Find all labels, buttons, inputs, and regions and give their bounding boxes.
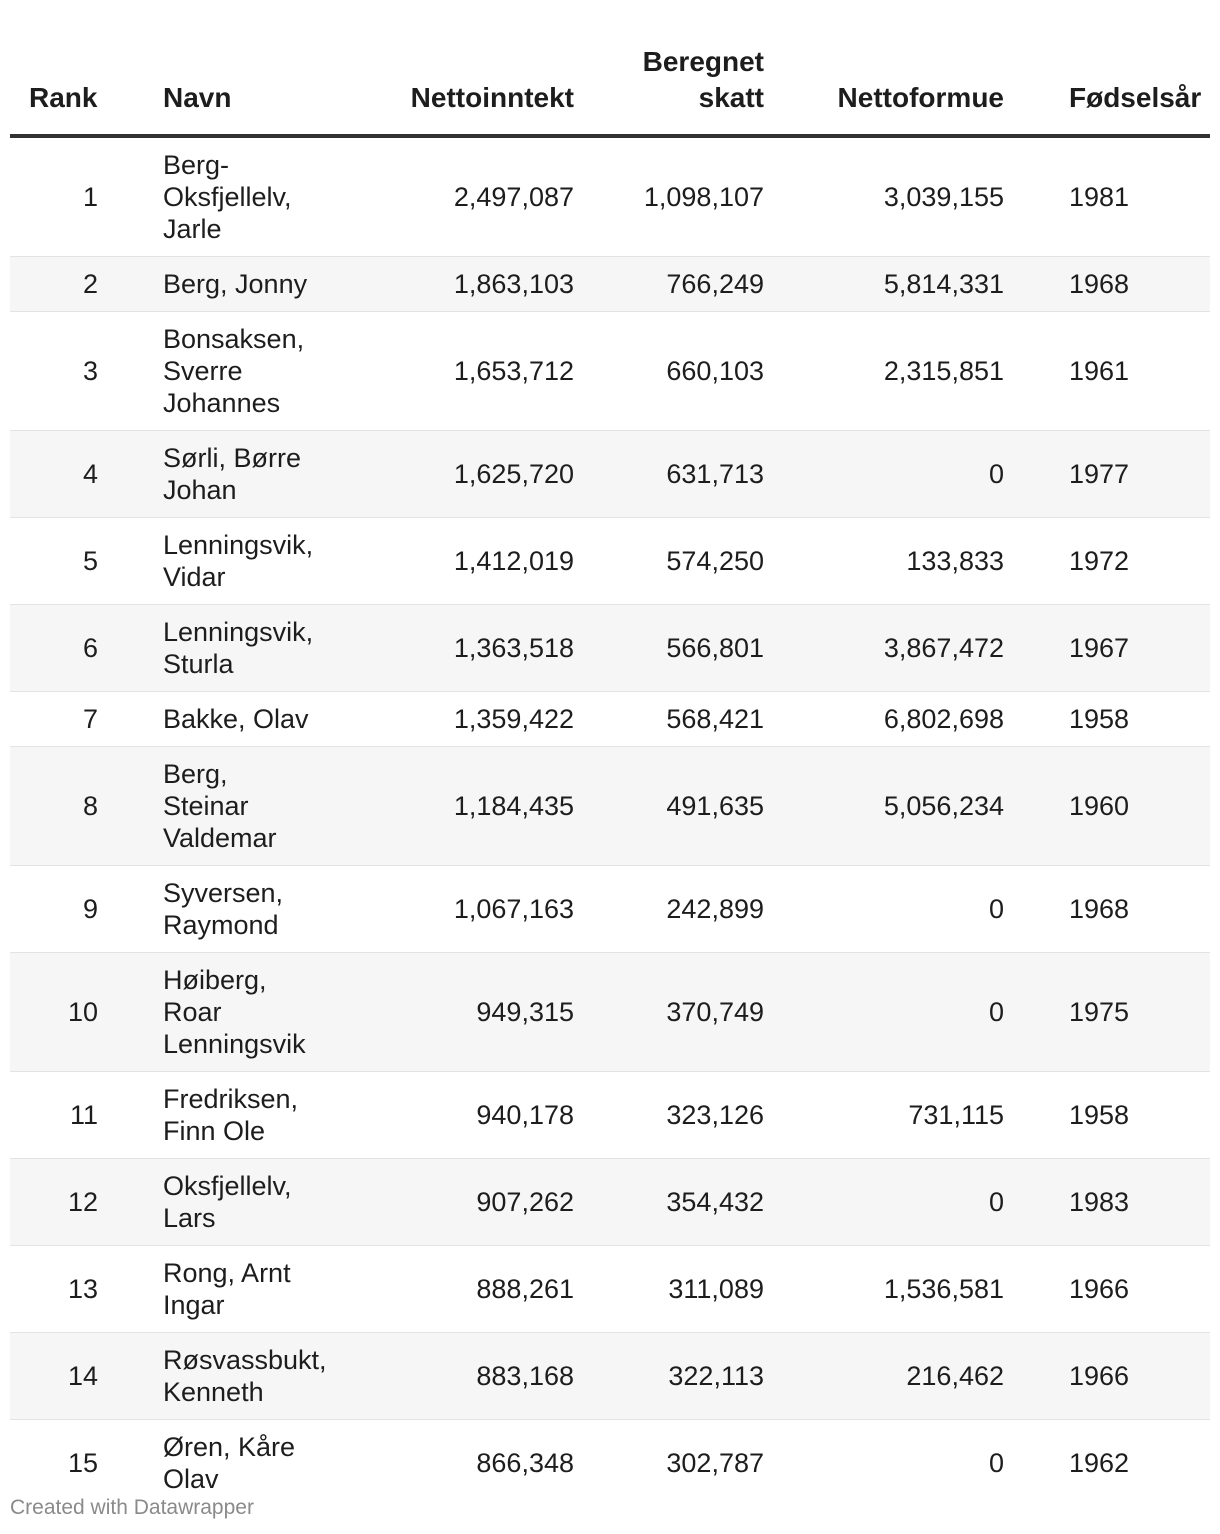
table-row [10, 257, 1210, 312]
table-row [10, 1159, 1210, 1246]
tax-cell: 491,635 [574, 747, 764, 866]
fortune-cell: 0 [764, 431, 1004, 518]
header-birth-year[interactable]: Fødselsår [1004, 40, 1210, 136]
header-row [10, 40, 1210, 136]
income-cell: 1,412,019 [312, 518, 574, 605]
table-row [10, 747, 1210, 866]
rank-cell: 9 [10, 866, 122, 953]
table-row [10, 692, 1210, 747]
name-cell: Berg-Oksfjellelv, Jarle [122, 136, 312, 257]
fortune-cell: 0 [764, 953, 1004, 1072]
birth-year-cell: 1981 [1004, 136, 1210, 257]
tax-cell: 631,713 [574, 431, 764, 518]
birth-year-cell: 1975 [1004, 953, 1210, 1072]
income-cell: 1,363,518 [312, 605, 574, 692]
fortune-cell: 0 [764, 866, 1004, 953]
table-row [10, 136, 1210, 257]
fortune-cell: 1,536,581 [764, 1246, 1004, 1333]
birth-year-cell: 1977 [1004, 431, 1210, 518]
fortune-cell: 731,115 [764, 1072, 1004, 1159]
name-cell: Bonsaksen, Sverre Johannes [122, 312, 312, 431]
income-cell: 1,625,720 [312, 431, 574, 518]
rank-cell: 3 [10, 312, 122, 431]
rank-cell: 11 [10, 1072, 122, 1159]
fortune-cell: 0 [988, 1448, 1004, 1478]
tax-cell: 323,126 [574, 1072, 764, 1159]
table-row [10, 431, 1210, 518]
birth-year-cell: 1968 [1004, 866, 1210, 953]
income-cell: 940,178 [312, 1072, 574, 1159]
fortune-cell: 5,056,234 [764, 747, 1004, 866]
table-row [10, 1246, 1210, 1333]
table-header [10, 40, 1210, 136]
fortune-cell: 0 [764, 1159, 1004, 1246]
table-body [10, 136, 1210, 1506]
rank-cell: 10 [10, 953, 122, 1072]
name-cell: Øren, Kåre Olav [163, 1432, 296, 1494]
name-cell: Rong, Arnt Ingar [122, 1246, 312, 1333]
data-table-container [10, 40, 1210, 1506]
table-row [10, 518, 1210, 605]
fortune-cell: 6,802,698 [764, 692, 1004, 747]
birth-year-cell: 1972 [1004, 518, 1210, 605]
income-cell: 1,359,422 [312, 692, 574, 747]
rank-cell: 12 [10, 1159, 122, 1246]
table-row [10, 1420, 1210, 1507]
datawrapper-credit: Created with Datawrapper [10, 1496, 254, 1519]
fortune-cell: 3,039,155 [764, 136, 1004, 257]
rank-cell: 4 [10, 431, 122, 518]
tax-cell: 568,421 [574, 692, 764, 747]
fortune-cell: 216,462 [764, 1333, 1004, 1420]
rank-cell: 8 [10, 747, 122, 866]
tax-cell: 242,899 [574, 866, 764, 953]
table-row [10, 605, 1210, 692]
fortune-cell: 2,315,851 [764, 312, 1004, 431]
header-fortune[interactable]: Nettoformue [764, 40, 1004, 136]
birth-year-cell: 1966 [1004, 1333, 1210, 1420]
fortune-cell: 5,814,331 [764, 257, 1004, 312]
income-cell: 866,348 [476, 1448, 574, 1478]
rank-cell: 7 [10, 692, 122, 747]
name-cell: Fredriksen, Finn Ole [122, 1072, 312, 1159]
name-cell: Lenningsvik, Vidar [122, 518, 312, 605]
income-cell: 883,168 [312, 1333, 574, 1420]
tax-cell: 311,089 [574, 1246, 764, 1333]
name-cell: Syversen, Raymond [122, 866, 312, 953]
birth-year-cell: 1968 [1004, 257, 1210, 312]
name-cell: Lenningsvik, Sturla [122, 605, 312, 692]
name-cell: Berg, Jonny [122, 257, 312, 312]
tax-cell: 660,103 [574, 312, 764, 431]
header-income[interactable]: Nettoinntekt [312, 40, 574, 136]
birth-year-cell: 1958 [1004, 1072, 1210, 1159]
rank-cell: 2 [10, 257, 122, 312]
table-row [10, 866, 1210, 953]
tax-cell: 566,801 [574, 605, 764, 692]
tax-cell: 766,249 [574, 257, 764, 312]
birth-year-cell: 1983 [1004, 1159, 1210, 1246]
name-cell: Sørli, Børre Johan [122, 431, 312, 518]
birth-year-cell: 1962 [1069, 1448, 1130, 1478]
name-cell: Oksfjellelv, Lars [122, 1159, 312, 1246]
name-cell: Berg, Steinar Valdemar [122, 747, 312, 866]
header-name[interactable]: Navn [122, 40, 312, 136]
tax-cell: 370,749 [574, 953, 764, 1072]
tax-cell: 354,432 [574, 1159, 764, 1246]
rank-cell: 6 [10, 605, 122, 692]
table-row [10, 953, 1210, 1072]
rank-cell: 13 [10, 1246, 122, 1333]
birth-year-cell: 1967 [1004, 605, 1210, 692]
table-row [10, 1072, 1210, 1159]
income-cell: 888,261 [312, 1246, 574, 1333]
header-tax[interactable] [574, 40, 764, 136]
tax-cell: 302,787 [666, 1448, 764, 1478]
tax-cell: 1,098,107 [574, 136, 764, 257]
table-row [10, 312, 1210, 431]
fortune-cell: 133,833 [764, 518, 1004, 605]
name-cell: Røsvassbukt, Kenneth [122, 1333, 312, 1420]
header-tax-line2: skatt [698, 82, 764, 113]
rank-cell: 5 [10, 518, 122, 605]
birth-year-cell: 1958 [1004, 692, 1210, 747]
tax-list-table [10, 40, 1210, 1506]
income-cell: 2,497,087 [312, 136, 574, 257]
income-cell: 907,262 [312, 1159, 574, 1246]
name-cell: Høiberg, Roar Lenningsvik [122, 953, 312, 1072]
income-cell: 949,315 [312, 953, 574, 1072]
tax-cell: 322,113 [574, 1333, 764, 1420]
rank-cell: 14 [10, 1333, 122, 1420]
birth-year-cell: 1961 [1004, 312, 1210, 431]
header-rank[interactable]: Rank [10, 40, 122, 136]
rank-cell: 1 [10, 136, 122, 257]
income-cell: 1,653,712 [312, 312, 574, 431]
header-tax-line1: Beregnet [642, 46, 764, 77]
fortune-cell: 3,867,472 [764, 605, 1004, 692]
name-cell: Bakke, Olav [122, 692, 312, 747]
table-row [10, 1333, 1210, 1420]
birth-year-cell: 1960 [1004, 747, 1210, 866]
income-cell: 1,067,163 [312, 866, 574, 953]
rank-cell: 15 [67, 1448, 98, 1478]
birth-year-cell: 1966 [1004, 1246, 1210, 1333]
income-cell: 1,184,435 [312, 747, 574, 866]
tax-cell: 574,250 [574, 518, 764, 605]
income-cell: 1,863,103 [312, 257, 574, 312]
